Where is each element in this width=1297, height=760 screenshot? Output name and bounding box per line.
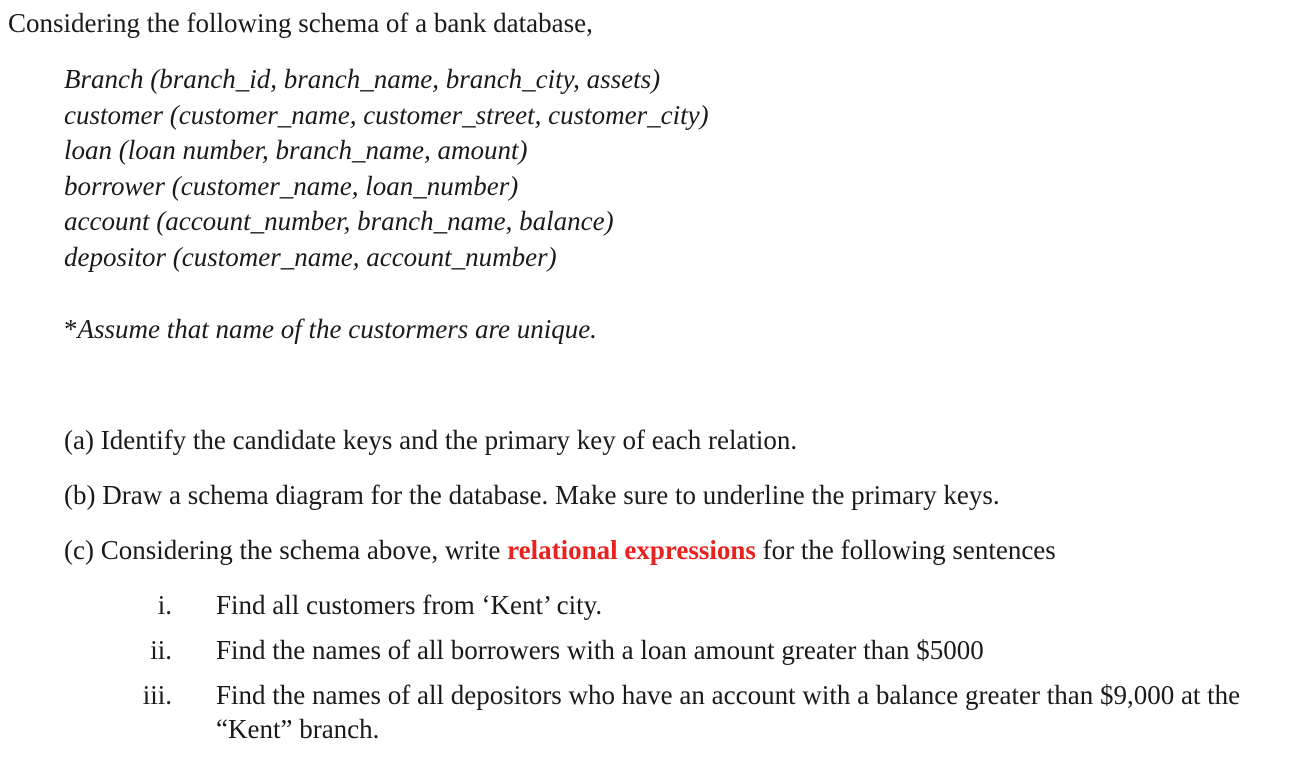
sub-question-text: Find the names of all borrowers with a loan amount greater than $5000 xyxy=(216,635,984,665)
sub-question-number: ii. xyxy=(150,635,172,665)
sub-question-number: i. xyxy=(157,590,172,620)
note-text: Assume that name of the custormers are unique. xyxy=(77,314,597,344)
intro-text: Considering the following schema of a bank database, xyxy=(8,8,593,38)
note-star: * xyxy=(64,314,78,344)
schema-loan: loan (loan number, branch_name, amount) xyxy=(64,135,528,165)
question-c-suffix: for the following sentences xyxy=(755,535,1056,565)
sub-question-number: iii. xyxy=(142,680,172,710)
schema-depositor: depositor (customer_name, account_number) xyxy=(64,241,557,272)
question-b: (b) Draw a schema diagram for the database. Make sure to underline the primary keys. xyxy=(64,480,1000,510)
schema-customer: customer (customer_name, customer_street, customer_city) xyxy=(64,99,709,130)
question-c-highlight: relational expressions xyxy=(507,535,756,565)
question-a: (a) Identify the candidate keys and the primary key of each relation. xyxy=(64,425,798,455)
assumption-note xyxy=(64,312,597,346)
question-c xyxy=(64,533,1056,567)
question-c-prefix: (c) Considering the schema above, write xyxy=(64,535,508,565)
sub-question-text: Find the names of all depositors who have an account with a balance greater than $9,000 at the “Kent” branch. xyxy=(216,680,1241,744)
schema-branch: Branch (branch_id, branch_name, branch_city, assets) xyxy=(64,64,661,94)
schema-list xyxy=(64,62,709,275)
schema-account: account (account_number, branch_name, balance) xyxy=(64,206,614,236)
schema-borrower: borrower (customer_name, loan_number) xyxy=(64,170,519,201)
sub-question-text: Find all customers from ‘Kent’ city. xyxy=(216,590,603,620)
